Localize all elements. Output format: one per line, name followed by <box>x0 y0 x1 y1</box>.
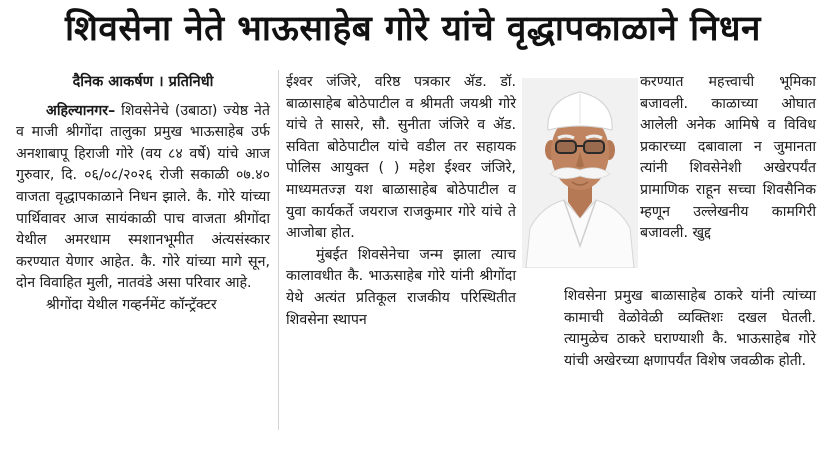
dateline: अहिल्यानगर– <box>46 102 116 119</box>
byline-reporter: प्रतिनिधी <box>168 74 214 90</box>
byline-paper: दैनिक आकर्षण <box>72 74 154 90</box>
paragraph: मुंबईत शिवसेनेचा जन्म झाला त्याच कालावधीत कै. भाऊसाहेब गोरे यांनी श्रीगोंदा येथे अत्यंत प्रतिकूल राजकीय परिस्थितीत शिवसेना स्थापन <box>286 246 516 328</box>
paragraph-text: शिवसेनेचे (उबाठा) ज्येष्ठ नेते व माजी श्रीगोंदा तालुका प्रमुख भाऊसाहेब उर्फ अनशाबापू हिराजी गोरे (वय ८४ वर्षे) यांचे आज गुरुवार, दि. ०६/०८/२०२६ रोजी सकाळी ०७.४० वाजता वृद्धापकाळाने निधन झाले. कै. गोरे यांच्या पार्थिवावर आज सायंकाळी पाच वाजता श्रीगोंदा येथील अमरधाम स्मशानभूमीत अंत्यसंस्कार करण्यात येणार आहेत. कै. गोरे यांच्या मागे सून, दोन विवाहित मुली, नातवंडे असा परिवार आहे. <box>16 102 270 292</box>
headline: शिवसेना नेते भाऊसाहेब गोरे यांचे वृद्धापकाळाने निधन <box>65 9 761 49</box>
paragraph <box>16 101 270 295</box>
paragraph: करण्यात महत्त्वाची भूमिका बजावली. काळाच्या ओघात आलेली अनेक आमिषे व विविध प्रकारच्या दबावाला न जुमानता त्यांनी शिवसेनेशी अखेरपर्यंत प्रामाणिक राहून सच्चा शिवसैनिक म्हणून उल्लेखनीय कामगिरी बजावली. खुद्द <box>640 74 816 242</box>
column-3-top <box>640 72 816 245</box>
byline <box>16 72 270 94</box>
column-divider <box>278 70 279 430</box>
paragraph: श्रीगोंदा येथील गव्हर्नमेंट कॉन्ट्रॅक्टर <box>46 296 217 313</box>
column-1 <box>16 72 270 317</box>
column-2 <box>286 72 516 331</box>
paragraph: ईश्वर जंजिरे, वरिष्ठ पत्रकार ॲड. डॉ. बाळासाहेब बोठेपाटील व श्रीमती जयश्री गोरे यांचे ते सासरे, सौ. सुनीता जंजिरे व ॲड. सविता बोठेपाटील यांचे वडील तर सहायक पोलिस आयुक्त ( ) महेश ईश्वर जंजिरे, माध्यमतज्ज्ञ यश बाळासाहेब बोठेपाटील व युवा कार्यकर्ते जयराज राजकुमार गोरे यांचे ते आजोबा होत. <box>286 74 516 242</box>
paragraph: शिवसेना प्रमुख बाळासाहेब ठाकरे यांनी त्यांच्या कामाची वेळोवेळी व्यक्तिशः दखल घेतली. त्यामुळेच ठाकरे घराण्याशी कै. भाऊसाहेब गोरे यांची अखेरच्या क्षणापर्यंत विशेष जवळीक होती. <box>564 288 816 369</box>
portrait-illustration <box>522 78 638 268</box>
portrait-photo <box>522 78 638 268</box>
column-3-bottom <box>564 286 816 372</box>
byline-separator: । <box>158 74 164 90</box>
